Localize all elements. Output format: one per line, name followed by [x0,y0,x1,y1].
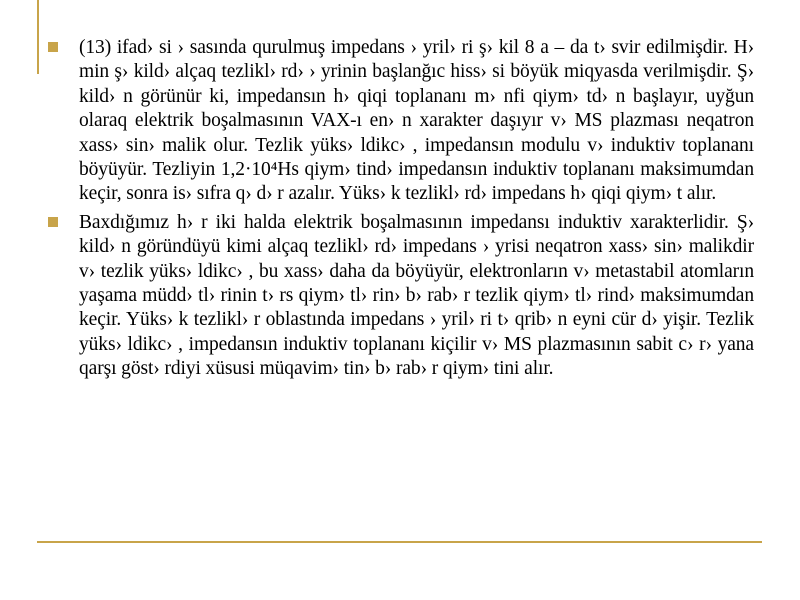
decorative-horizontal-line [37,541,762,543]
slide-content [48,36,754,386]
bullet-text-1: (13) ifad› si › sasında qurulmuş impedans › yril› ri ş› kil 8 a – da t› svir edilmişdir. H› min ş› kild› alçaq tezlikl› rd› › yrinin başlanğıc hiss› si böyük miqyasda verilmişdir. Ş› kild› n görünür ki, impedansın h› qiqi toplananı m› nfi qiym› td› n başlayır, uyğun olaraq elektrik boşalmasının VAX-ı en› n xarakter daşıyır v› MS plazması neqatron xass› sin› malik olur. Tezlik yüks› ldikc› , impedansın modulu v› induktiv toplananı böyüyür. Tezliyin 1,2·10⁴Hs qiym› tind› impedansın induktiv toplananı maksimumdan keçir, sonra is› sıfra q› d› r azalır. Yüks› k tezlikl› rd› impedans h› qiqi qiym› t alır. [79,37,754,205]
decorative-vertical-line [37,0,39,74]
bullet-text-2: Baxdığımız h› r iki halda elektrik boşalmasının impedansı induktiv xarakterlidir. Ş› kild› n göründüyü kimi alçaq tezlikl› rd› impedans › yrisi neqatron xass› sin› malikdir v› tezlik yüks› ldikc› , bu xass› daha da böyüyür, elektronların v› metastabil atomların yaşama müdd› tl› rinin t› rs qiym› tl› rin› b› rab› r tezlik qiym› tl› rind› maksimumdan keçir. Yüks› k tezlikl› r oblastında impedans › yril› ri t› qrib› n eyni cür d› yişir. Tezlik yüks› ldikc› , impedansın induktiv toplananı kiçilir v› MS plazmasının sabit c› r› yana qarşı göst› rdiyi xüsusi müqavim› tin› b› rab› r qiym› tini alır. [79,211,754,380]
bullet-item-1 [48,36,754,207]
bullet-item-2 [48,211,754,382]
square-bullet-icon [48,217,58,227]
square-bullet-icon [48,42,58,52]
